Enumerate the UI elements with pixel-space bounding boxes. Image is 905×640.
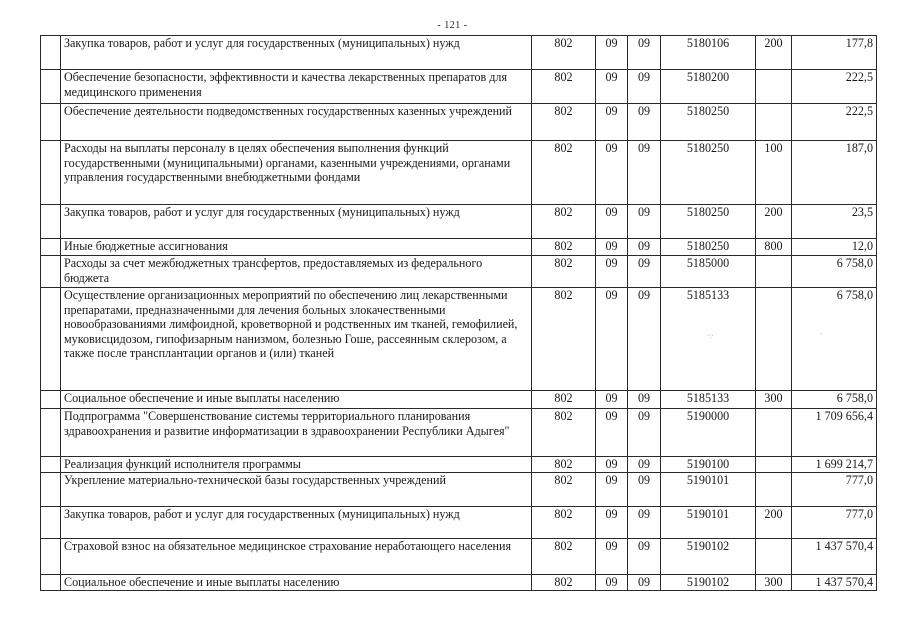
- table-row: [41, 288, 877, 391]
- target-article-cell: 5190102: [661, 575, 756, 591]
- table-row: [41, 539, 877, 575]
- blank-cell: [41, 473, 61, 507]
- section-code-cell: 09: [596, 575, 628, 591]
- amount-cell: 1 437 570,4: [792, 539, 877, 575]
- amount-cell: 222,5: [792, 104, 877, 141]
- blank-cell: [41, 288, 61, 391]
- table-row: [41, 70, 877, 104]
- section-code-cell: 09: [596, 391, 628, 409]
- amount-cell: 6 758,0: [792, 391, 877, 409]
- expense-type-cell: 800: [756, 239, 792, 256]
- target-article-cell: 5190100: [661, 457, 756, 473]
- ministry-code-cell: 802: [532, 239, 596, 256]
- table-row: [41, 507, 877, 539]
- blank-cell: [41, 575, 61, 591]
- table-row: [41, 473, 877, 507]
- ministry-code-cell: 802: [532, 141, 596, 205]
- section-code-cell: 09: [596, 539, 628, 575]
- item-name-cell: Укрепление материально-технической базы государственных учреждений: [61, 473, 532, 507]
- target-article-cell: 5190102: [661, 539, 756, 575]
- target-article-cell: 5185133: [661, 391, 756, 409]
- blank-cell: [41, 239, 61, 256]
- amount-cell: 222,5: [792, 70, 877, 104]
- section-code-cell: 09: [596, 205, 628, 239]
- section-code-cell: 09: [596, 409, 628, 457]
- item-name-cell: Закупка товаров, работ и услуг для государственных (муниципальных) нужд: [61, 36, 532, 70]
- expense-type-cell: 300: [756, 575, 792, 591]
- subsection-code-cell: 09: [628, 288, 661, 391]
- blank-cell: [41, 36, 61, 70]
- expense-type-cell: [756, 70, 792, 104]
- item-name-cell: Иные бюджетные ассигнования: [61, 239, 532, 256]
- ministry-code-cell: 802: [532, 473, 596, 507]
- blank-cell: [41, 409, 61, 457]
- section-code-cell: 09: [596, 507, 628, 539]
- table-row: [41, 36, 877, 70]
- ministry-code-cell: 802: [532, 205, 596, 239]
- expense-type-cell: 200: [756, 36, 792, 70]
- section-code-cell: 09: [596, 288, 628, 391]
- target-article-cell: 5180200: [661, 70, 756, 104]
- amount-cell: 12,0: [792, 239, 877, 256]
- subsection-code-cell: 09: [628, 239, 661, 256]
- target-article-cell: 5190101: [661, 507, 756, 539]
- item-name-cell: Социальное обеспечение и иные выплаты населению: [61, 391, 532, 409]
- target-article-cell: 5180250: [661, 205, 756, 239]
- section-code-cell: 09: [596, 36, 628, 70]
- scan-speck: ·: [820, 330, 823, 338]
- section-code-cell: 09: [596, 104, 628, 141]
- blank-cell: [41, 539, 61, 575]
- table-row: [41, 141, 877, 205]
- item-name-cell: Страховой взнос на обязательное медицинское страхование неработающего населения: [61, 539, 532, 575]
- subsection-code-cell: 09: [628, 575, 661, 591]
- expense-type-cell: [756, 288, 792, 391]
- amount-cell: 187,0: [792, 141, 877, 205]
- subsection-code-cell: 09: [628, 36, 661, 70]
- section-code-cell: 09: [596, 70, 628, 104]
- ministry-code-cell: 802: [532, 36, 596, 70]
- amount-cell: 777,0: [792, 473, 877, 507]
- ministry-code-cell: 802: [532, 507, 596, 539]
- subsection-code-cell: 09: [628, 256, 661, 288]
- subsection-code-cell: 09: [628, 141, 661, 205]
- item-name-cell: Обеспечение деятельности подведомственных государственных казенных учреждений: [61, 104, 532, 141]
- section-code-cell: 09: [596, 256, 628, 288]
- expense-type-cell: [756, 457, 792, 473]
- item-name-cell: Расходы на выплаты персоналу в целях обеспечения выполнения функций государственными (муниципальными) органами, казенными учреждениями, органами управления государственными внебюджетными фондами: [61, 141, 532, 205]
- subsection-code-cell: 09: [628, 104, 661, 141]
- ministry-code-cell: 802: [532, 288, 596, 391]
- ministry-code-cell: 802: [532, 457, 596, 473]
- subsection-code-cell: 09: [628, 507, 661, 539]
- blank-cell: [41, 141, 61, 205]
- target-article-cell: 5185000: [661, 256, 756, 288]
- blank-cell: [41, 256, 61, 288]
- section-code-cell: 09: [596, 457, 628, 473]
- item-name-cell: Расходы за счет межбюджетных трансфертов, предоставляемых из федерального бюджета: [61, 256, 532, 288]
- target-article-cell: 5180250: [661, 239, 756, 256]
- ministry-code-cell: 802: [532, 70, 596, 104]
- target-article-cell: 5190000: [661, 409, 756, 457]
- amount-cell: 1 709 656,4: [792, 409, 877, 457]
- amount-cell: 6 758,0: [792, 256, 877, 288]
- expense-type-cell: 200: [756, 507, 792, 539]
- page-number: - 121 -: [437, 20, 468, 31]
- item-name-cell: Закупка товаров, работ и услуг для государственных (муниципальных) нужд: [61, 507, 532, 539]
- ministry-code-cell: 802: [532, 104, 596, 141]
- subsection-code-cell: 09: [628, 391, 661, 409]
- item-name-cell: Подпрограмма "Совершенствование системы территориального планирования здравоохранения и развитие информатизации в здравоохранении Республики Адыгея": [61, 409, 532, 457]
- subsection-code-cell: 09: [628, 473, 661, 507]
- blank-cell: [41, 104, 61, 141]
- blank-cell: [41, 457, 61, 473]
- expense-type-cell: [756, 473, 792, 507]
- expense-type-cell: [756, 104, 792, 141]
- table-row: [41, 391, 877, 409]
- expense-type-cell: 100: [756, 141, 792, 205]
- amount-cell: 177,8: [792, 36, 877, 70]
- subsection-code-cell: 09: [628, 70, 661, 104]
- item-name-cell: Реализация функций исполнителя программы: [61, 457, 532, 473]
- item-name-cell: Осуществление организационных мероприятий по обеспечению лиц лекарственными препаратами, предназначенными для лечения больных злокачественными новообразованиями лимфоидной, кроветворной и родственных им тканей, гемофилией, муковисцидозом, гипофизарным нанизмом, болезнью Гоше, рассеянным склерозом, а также после трансплантации органов и (или) тканей: [61, 288, 532, 391]
- expense-type-cell: [756, 539, 792, 575]
- item-name-cell: Социальное обеспечение и иные выплаты населению: [61, 575, 532, 591]
- item-name-cell: Обеспечение безопасности, эффективности и качества лекарственных препаратов для медицинского применения: [61, 70, 532, 104]
- blank-cell: [41, 507, 61, 539]
- table-row: [41, 205, 877, 239]
- table-row: [41, 256, 877, 288]
- target-article-cell: 5185133: [661, 288, 756, 391]
- table-row: [41, 457, 877, 473]
- budget-table: [40, 35, 877, 591]
- amount-cell: 1 699 214,7: [792, 457, 877, 473]
- table-row: [41, 409, 877, 457]
- target-article-cell: 5190101: [661, 473, 756, 507]
- ministry-code-cell: 802: [532, 575, 596, 591]
- scan-speck: ·:·: [707, 332, 714, 340]
- expense-type-cell: [756, 256, 792, 288]
- target-article-cell: 5180250: [661, 141, 756, 205]
- target-article-cell: 5180106: [661, 36, 756, 70]
- subsection-code-cell: 09: [628, 539, 661, 575]
- ministry-code-cell: 802: [532, 539, 596, 575]
- ministry-code-cell: 802: [532, 391, 596, 409]
- blank-cell: [41, 205, 61, 239]
- subsection-code-cell: 09: [628, 409, 661, 457]
- expense-type-cell: 300: [756, 391, 792, 409]
- table-row: [41, 104, 877, 141]
- blank-cell: [41, 391, 61, 409]
- expense-type-cell: [756, 409, 792, 457]
- ministry-code-cell: 802: [532, 256, 596, 288]
- section-code-cell: 09: [596, 239, 628, 256]
- amount-cell: 1 437 570,4: [792, 575, 877, 591]
- amount-cell: 6 758,0: [792, 288, 877, 391]
- subsection-code-cell: 09: [628, 457, 661, 473]
- ministry-code-cell: 802: [532, 409, 596, 457]
- subsection-code-cell: 09: [628, 205, 661, 239]
- table-row: [41, 575, 877, 591]
- expense-type-cell: 200: [756, 205, 792, 239]
- amount-cell: 23,5: [792, 205, 877, 239]
- table-row: [41, 239, 877, 256]
- item-name-cell: Закупка товаров, работ и услуг для государственных (муниципальных) нужд: [61, 205, 532, 239]
- amount-cell: 777,0: [792, 507, 877, 539]
- target-article-cell: 5180250: [661, 104, 756, 141]
- section-code-cell: 09: [596, 473, 628, 507]
- blank-cell: [41, 70, 61, 104]
- section-code-cell: 09: [596, 141, 628, 205]
